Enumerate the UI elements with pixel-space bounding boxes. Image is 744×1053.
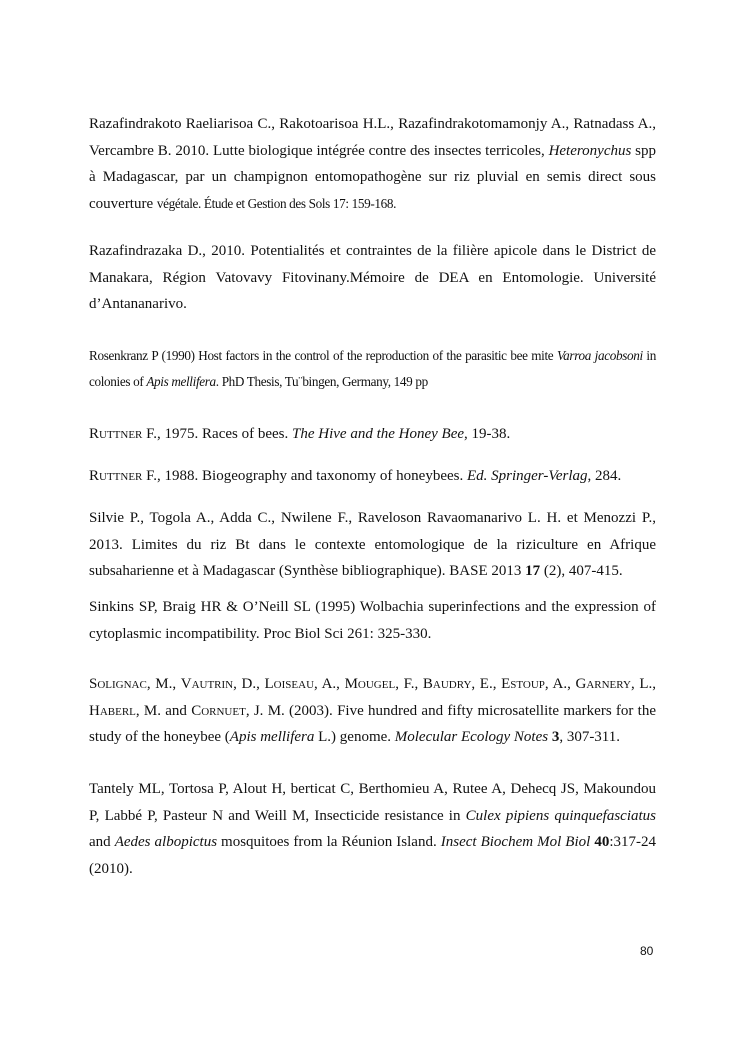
reference-ruttner-1988 (89, 463, 656, 490)
reference-segment: Sinkins SP, Braig HR & O’Neill SL (1995) Wolbachia superinfections and the expression of cytoplasmic incompatibility. Proc Biol Sci 261: 325-330. (89, 599, 656, 642)
reference-segment: , F., (395, 676, 423, 692)
reference-segment: Heteronychus (548, 142, 632, 159)
reference-segment: Apis mellifera (229, 729, 315, 745)
reference-tantely (89, 776, 656, 882)
reference-segment: , A., (314, 676, 345, 692)
reference-segment: (2), 407-415. (540, 563, 623, 579)
reference-rosenkranz (89, 343, 656, 395)
reference-segment: Mougel (344, 676, 396, 692)
reference-silvie (89, 505, 656, 585)
reference-segment: , L., (630, 676, 656, 692)
reference-segment: 40 (594, 834, 610, 850)
reference-segment: Garnery (575, 676, 631, 692)
reference-segment: Insect Biochem Mol Biol (440, 834, 591, 850)
reference-segment: Estoup (501, 676, 545, 692)
reference-segment: Aedes albopictus (114, 834, 218, 850)
reference-segment: Haberl (89, 702, 136, 719)
reference-segment: Apis mellifera (146, 374, 216, 389)
page-number: 80 (640, 944, 654, 958)
reference-segment: F., 1975. Races of bees. (142, 426, 292, 442)
reference-segment: in colonies of (89, 348, 656, 389)
reference-segment: Cornuet (191, 702, 246, 719)
reference-razafindrazaka (89, 238, 656, 318)
reference-segment: Solignac (89, 676, 147, 692)
reference-segment: , M. and (135, 702, 192, 719)
reference-segment: , 284. (587, 468, 622, 484)
reference-segment: , E., (471, 676, 502, 692)
reference-segment: Loiseau (264, 676, 315, 692)
reference-segment: L.) genome. (314, 729, 395, 745)
reference-solignac (89, 671, 656, 751)
reference-segment: Razafindrazaka D., 2010. Potentialités et contraintes de la filière apicole dans le District de Manakara, Région Vatovavy Fitovinany.Mémoire de DEA en Entomologie. Université d’Antananarivo. (89, 243, 656, 312)
reference-segment: Tantely ML, Tortosa P, Alout H, berticat C, Berthomieu A, Rutee A, Dehecq JS, Makoundou P, Labbé P, Pasteur N and Weill M, Insecticide resistance in (89, 781, 656, 824)
reference-sinkins (89, 594, 656, 647)
reference-razafindrakoto (89, 111, 656, 217)
reference-segment: Silvie P., Togola A., Adda C., Nwilene F., Raveloson Ravaomanarivo L. H. et Menozzi P., 2013. Limites du riz Bt dans le contexte entomologique de la riziculture en Afrique subsaharienne et à Madagascar (Synthèse bibliographique). BASE 2013 (89, 510, 656, 579)
reference-segment: Ruttner (89, 426, 143, 442)
reference-segment: 3 (551, 729, 560, 745)
reference-segment: Vautrin (180, 676, 234, 692)
reference-segment: and (89, 834, 115, 850)
reference-segment: The Hive and the Honey Bee (292, 426, 465, 442)
reference-segment: mosquitoes from la Réunion Island. (217, 834, 441, 850)
reference-segment: , D., (233, 676, 265, 692)
reference-segment: , A., (544, 676, 576, 692)
reference-segment: Culex pipiens quinquefasciatus (465, 807, 657, 824)
reference-segment: végétale. Étude et Gestion des Sols 17: 159-168. (156, 195, 397, 211)
reference-segment: Ruttner (89, 468, 143, 484)
reference-segment: Razafindrakoto Raeliarisoa C., Rakotoarisoa H.L., Razafindrakotomamonjy A., Ratnadass A., Vercambre B. 2010. Lutte biologique intégrée contre des insectes terricoles, (89, 116, 656, 159)
reference-segment: , 307-311. (559, 729, 621, 745)
reference-segment: , 19-38. (464, 426, 511, 442)
reference-segment: spp à Madagascar, par un champignon entomopathogène sur riz pluvial en semis direct sous couverture (89, 142, 656, 212)
reference-segment: Varroa jacobsoni (556, 348, 643, 363)
reference-segment: . PhD Thesis, Tu¨bingen, Germany, 149 pp (215, 374, 428, 389)
reference-segment: 17 (525, 563, 541, 579)
reference-segment: , J. M. (2003). Five hundred and fifty microsatellite markers for the study of the honeybee ( (89, 702, 657, 745)
reference-segment: Molecular Ecology Notes (394, 729, 549, 745)
reference-segment: Rosenkranz P (1990) Host factors in the control of the reproduction of the parasitic bee mite (89, 348, 557, 363)
reference-ruttner-1975 (89, 421, 656, 448)
reference-segment: , M., (146, 676, 181, 692)
reference-segment: Baudry (422, 676, 472, 692)
reference-segment: F., 1988. Biogeography and taxonomy of honeybees. (142, 468, 467, 484)
reference-segment: Ed. Springer-Verlag (466, 468, 588, 484)
reference-segment: :317-24 (2010). (89, 834, 656, 877)
